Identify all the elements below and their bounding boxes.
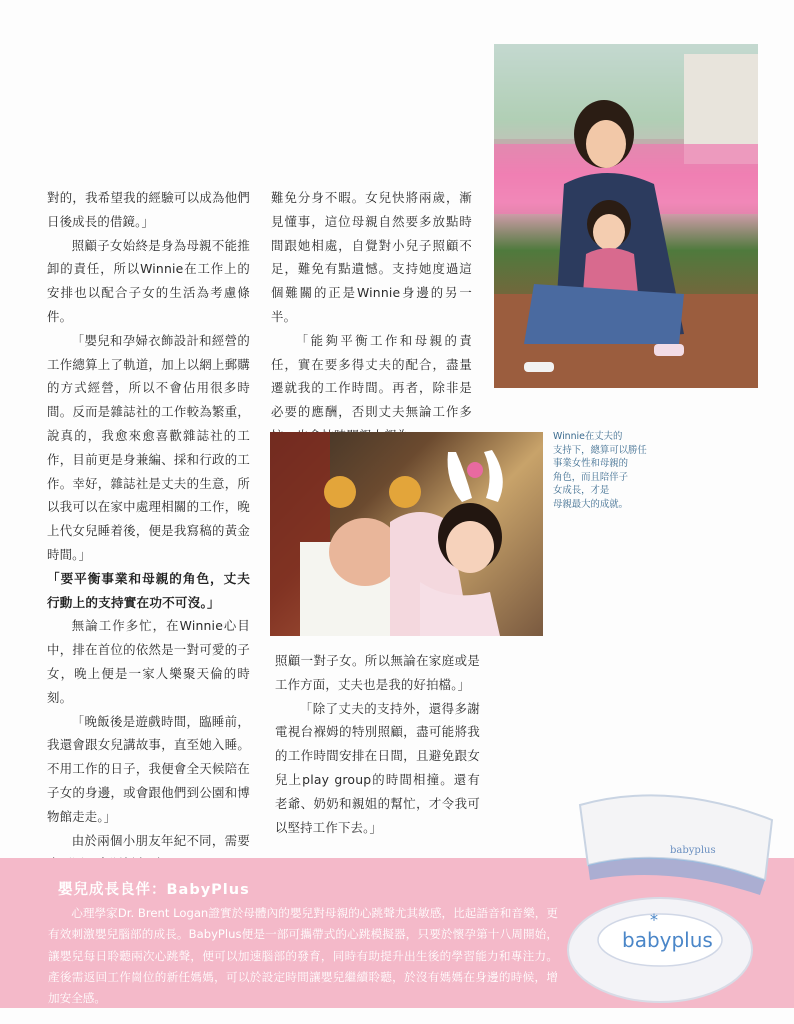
- photo-mother-and-daughter: [494, 44, 758, 388]
- caption-line: 女成長，才是: [553, 485, 610, 497]
- sidebar-text: [48, 903, 558, 1009]
- article-column-1: [47, 186, 250, 876]
- article-paragraph: 「能夠平衡工作和母親的責任，實在要多得丈夫的配合，盡量遷就我的工作時間。再者，除非是必要的應酬，否則丈夫無論工作多: [271, 332, 472, 420]
- article-paragraph: 「嬰兒和孕婦衣飾設計和經營的工作總算上了軌道，加上以網上郵購的方式經營，所以不會佔用很多時間。反而是雜誌社的工作較為繁重，說真的，我愈來愈喜歡雜誌社的工作，目前更是身兼編、採和行政的工作。幸好，雜誌社是丈夫的生意，所以我可以在家中處理相關的工作，晚上代女兒睡着後，便是我寫稿的黃金時間。」: [47, 332, 250, 562]
- sidebar-title: 嬰兒成長良伴：BabyPlus: [58, 882, 250, 898]
- pull-quote: 「要平衡事業和母親的角色，丈夫行動上的支持實在功不可沒。」: [47, 570, 250, 610]
- article-paragraph: 「除了丈夫的支持外，還得多謝電視台褓姆的特別照顧，盡可能將我的工作時間安排在日間，且避免跟女兒上play group的時間相撞。還有老爺、奶奶和親姐的幫忙，才令我可以堅持工作下去。」: [275, 700, 480, 835]
- caption-line: 角色，而且陪伴子: [553, 471, 629, 483]
- article-paragraph: 無論工作多忙，在Winnie心目中，排在首位的依然是一對可愛的子女，晚上便是一家人樂聚天倫的時刻。: [47, 618, 250, 705]
- asterisk-icon: *: [650, 910, 658, 929]
- device-logo: babyplus: [622, 928, 713, 952]
- photo-caption: [553, 430, 703, 512]
- article-paragraph: 照顧子女始終是身為母親不能推卸的責任，所以Winnie在工作上的安排也以配合子女的生活為考慮條件。: [47, 237, 250, 324]
- article-column-2: [271, 186, 472, 448]
- article-column-3: [275, 649, 480, 839]
- belt-logo: babyplus: [670, 845, 716, 856]
- caption-line: 支持下，總算可以勝任: [553, 444, 647, 456]
- babyplus-product-image: [560, 785, 780, 1005]
- photo-baby-siblings: [270, 432, 543, 636]
- sidebar-paragraph: 心理學家Dr. Brent Logan證實於母體內的嬰兒對母親的心跳聲尤其敏感，比起語音和音樂，更有效刺激嬰兒腦部的成長。BabyPlus便是一部可攜帶式的心跳模擬器，只要於懷孕第十八周開始，讓嬰兒每日聆聽兩次心跳聲，便可以加速腦部的發育，同時有助提升出生後的學習能力和專注力。產後需返回工作崗位的新任媽媽，可以於設定時間讓嬰兒繼續聆聽，於沒有媽媽在身邊的時候，增加安全感。: [48, 906, 558, 1006]
- article-paragraph: 「晚飯後是遊戲時間，臨睡前，我還會跟女兒講故事，直至她入睡。不用工作的日子，我便會全天候陪在子女的身邊，或會跟他們到公園和博物館走走。」: [47, 713, 250, 824]
- caption-line: Winnie在丈夫的: [553, 431, 623, 442]
- article-paragraph: 由於兩個小朋友年紀不同，需要: [71, 832, 250, 848]
- caption-line: 母親最大的成就。: [553, 498, 629, 510]
- article-paragraph: 照顧一對子女。所以無論在家庭或是工作方面，丈夫也是我的好拍檔。」: [275, 653, 480, 692]
- article-paragraph: 對的，我希望我的經驗可以成為他們日後成長的借鏡。」: [47, 190, 250, 229]
- caption-line: 事業女性和母親的: [553, 458, 629, 470]
- article-paragraph: 難免分身不暇。女兒快將兩歲，漸見懂事，這位母親自然要多放點時間跟她相處，自覺對小兒子照顧不足，難免有點遺憾。支持她度過這個難關的正是Winnie身邊的另一半。: [271, 190, 472, 324]
